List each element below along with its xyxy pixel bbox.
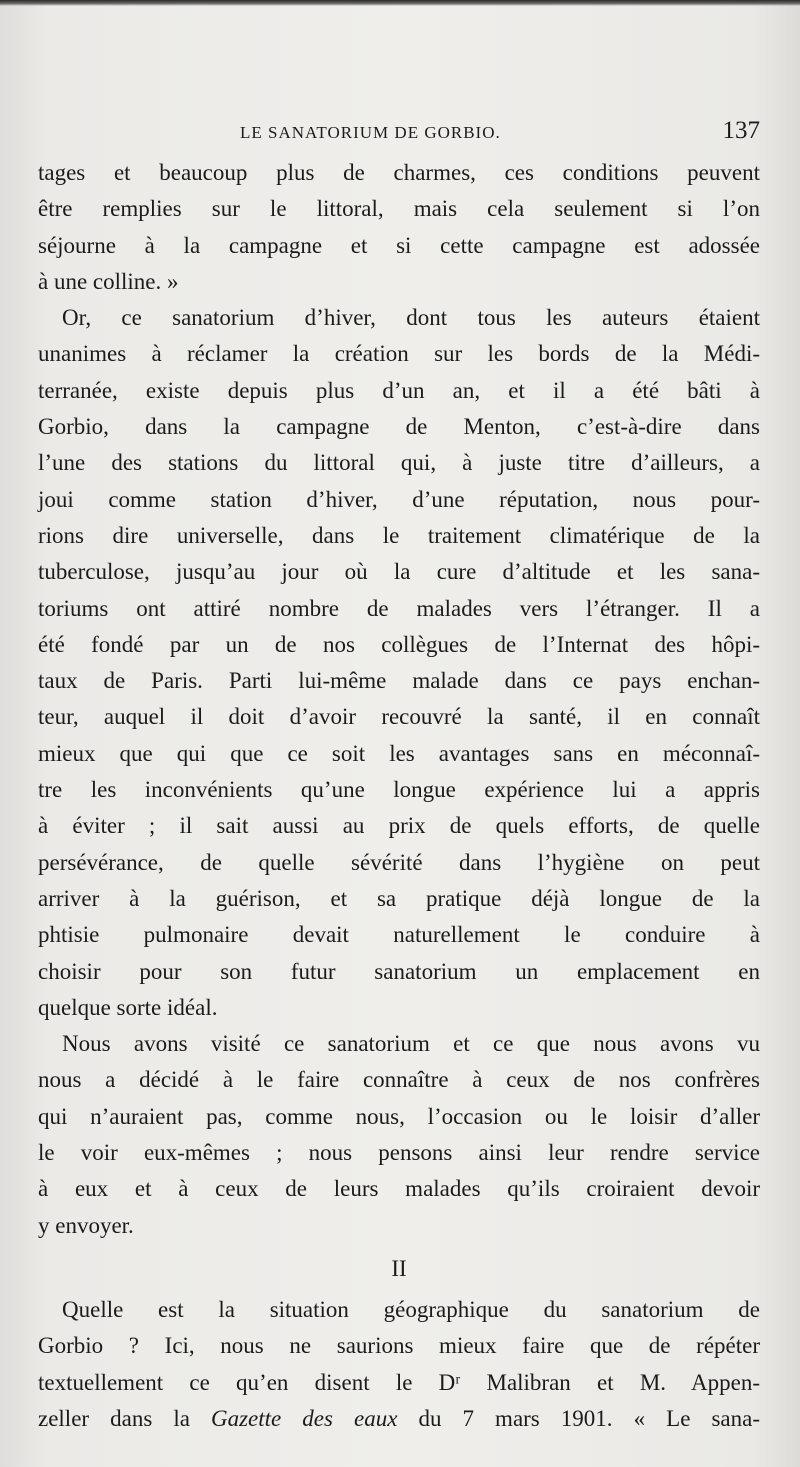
text-line: terranée, existe depuis plus d’un an, et il a été bâti à bbox=[38, 377, 760, 403]
text-line: quelque sorte idéal. bbox=[38, 994, 218, 1020]
page-header bbox=[240, 117, 760, 149]
text-line: unanimes à réclamer la création sur les bords de la Médi- bbox=[38, 341, 760, 367]
text-line: tuberculose, jusqu’au jour où la cure d’altitude et les sana- bbox=[38, 559, 760, 585]
text-line: teur, auquel il doit d’avoir recouvré la santé, il en connaît bbox=[38, 704, 760, 730]
journal-title: Gazette des eaux bbox=[210, 1405, 398, 1431]
text-line: arriver à la guérison, et sa pratique déjà longue de la bbox=[38, 885, 760, 911]
text-line: toriums ont attiré nombre de malades vers l’étranger. Il a bbox=[38, 595, 760, 621]
running-title: LE SANATORIUM DE GORBIO. bbox=[240, 123, 501, 142]
text-line: mieux que qui que ce soit les avantages sans en méconnaî- bbox=[38, 740, 760, 766]
text-line: nous a décidé à le faire connaître à ceux de nos confrères bbox=[38, 1067, 760, 1093]
section-number: II bbox=[391, 1255, 407, 1281]
text-line: tages et beaucoup plus de charmes, ces conditions peuvent bbox=[38, 160, 760, 185]
text-line: textuellement ce qu’en disent le Dʳ Malibran et M. Appen- bbox=[38, 1369, 760, 1395]
text-line: rions dire universelle, dans le traitement climatérique de la bbox=[38, 522, 760, 548]
text-line: séjourne à la campagne et si cette campagne est adossée bbox=[38, 232, 760, 258]
text-line: à éviter ; il sait aussi au prix de quels efforts, de quelle bbox=[38, 813, 760, 839]
text-line: qui n’auraient pas, comme nous, l’occasion ou le loisir d’aller bbox=[38, 1103, 760, 1129]
text-line: Or, ce sanatorium d’hiver, dont tous les auteurs étaient bbox=[62, 305, 760, 331]
text-line: phtisie pulmonaire devait naturellement le conduire à bbox=[38, 922, 760, 948]
body-text bbox=[38, 155, 760, 1437]
paragraph-4 bbox=[38, 1292, 760, 1437]
text-line: à eux et à ceux de leurs malades qu’ils croiraient devoir bbox=[38, 1176, 760, 1202]
text-line: Gorbio ? Ici, nous ne saurions mieux faire que de répéter bbox=[38, 1333, 760, 1359]
text-line: l’une des stations du littoral qui, à juste titre d’ailleurs, a bbox=[38, 450, 760, 476]
text-fragment: du 7 mars 1901. « Le sana- bbox=[397, 1405, 760, 1431]
page-number: 137 bbox=[722, 117, 760, 144]
text-line: Gorbio, dans la campagne de Menton, c’est-à-dire dans bbox=[38, 414, 760, 440]
text-line: tre les inconvénients qu’une longue expérience lui a appris bbox=[38, 777, 760, 803]
paragraph-2 bbox=[38, 300, 760, 1026]
text-line: être remplies sur le littoral, mais cela seulement si l’on bbox=[38, 196, 760, 222]
text-line: persévérance, de quelle sévérité dans l’hygiène on peut bbox=[38, 849, 760, 875]
text-fragment: zeller dans la bbox=[38, 1405, 211, 1431]
text-line bbox=[38, 1401, 760, 1437]
text-line: Nous avons visité ce sanatorium et ce que nous avons vu bbox=[62, 1031, 760, 1057]
text-line: y envoyer. bbox=[38, 1212, 134, 1238]
paragraph-1 bbox=[38, 155, 760, 300]
page-top-edge bbox=[0, 0, 800, 6]
paragraph-3 bbox=[38, 1026, 760, 1244]
text-line: été fondé par un de nos collègues de l’Internat des hôpi- bbox=[38, 631, 760, 657]
text-line: à une colline. » bbox=[38, 268, 179, 294]
text-line: joui comme station d’hiver, d’une réputation, nous pour- bbox=[38, 486, 760, 512]
text-line: choisir pour son futur sanatorium un emplacement en bbox=[38, 958, 760, 984]
text-line: le voir eux-mêmes ; nous pensons ainsi leur rendre service bbox=[38, 1140, 760, 1166]
text-line: taux de Paris. Parti lui-même malade dans ce pays enchan- bbox=[38, 668, 760, 694]
text-line: Quelle est la situation géographique du sanatorium de bbox=[62, 1296, 760, 1322]
